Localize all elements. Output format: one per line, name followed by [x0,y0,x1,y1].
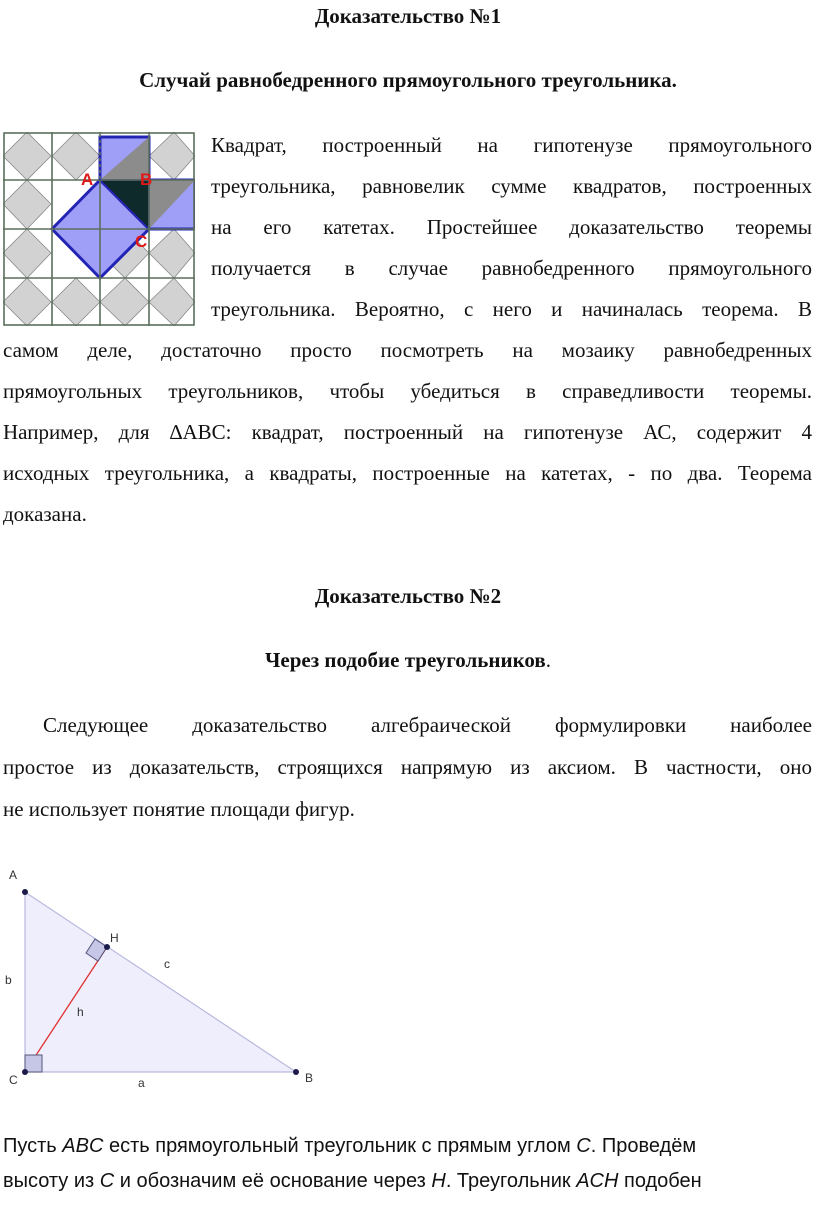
proof1-subtitle: Случай равнобедренного прямоугольного треугольника. [139,68,677,92]
proof2-line-2: простое из доказательств, строящихся напрямую из аксиом. В частности, оно [3,755,812,779]
right-triangle-altitude-figure [0,860,340,1100]
proof1-line-3: на его катетах. Простейшее доказательство теоремы [211,215,812,239]
proof1-line-7: прямоугольных треугольников, чтобы убедиться в справедливости теоремы. [3,379,812,403]
label-H: H [110,931,119,945]
proof1-line-8: Например, для ∆ABC: квадрат, построенный на гипотенузе АС, содержит 4 [3,420,812,444]
proof1-line-5: треугольника. Вероятно, с него и начиналась теорема. В [211,297,812,321]
label-c-hyp: c [164,957,170,971]
label-b-leg: b [5,973,12,987]
label-C: C [9,1073,18,1087]
label-h-altitude: h [77,1005,84,1019]
bottom-line-2: высоту из C и обозначим её основание через H. Треугольник ACH подобен [3,1170,702,1192]
label-c: C [135,232,148,251]
point-c [22,1069,28,1075]
proof1-line-6: самом деле, достаточно просто посмотреть на мозаику равнобедренных [3,338,812,362]
proof2-line-3: не использует понятие площади фигур. [3,797,355,821]
bottom-line-1: Пусть ABC есть прямоугольный треугольник с прямым углом C. Проведём [3,1135,697,1157]
proof1-line-2: треугольника, равновелик сумме квадратов, построенных [211,174,812,198]
proof1-title: Доказательство №1 [314,4,502,28]
label-A: A [9,868,18,882]
proof2-title: Доказательство №2 [314,584,502,608]
right-angle-c-mark [25,1055,42,1072]
proof2-line-1: Следующее доказательство алгебраической формулировки наиболее [43,713,812,737]
label-b: B [140,170,153,189]
label-B: B [305,1071,314,1085]
proof1-line-9: исходных треугольника, а квадраты, построенные на катетах, - по два. Теорема [3,461,812,485]
proof1-line-10: доказана. [3,502,87,526]
triangle-acb [25,892,296,1072]
point-a [22,889,28,895]
proof2-subtitle: Через подобие треугольников. [265,648,551,672]
label-a: A [81,170,94,189]
isosceles-mosaic-figure [3,132,195,326]
proof1-line-4: получается в случае равнобедренного прямоугольного [211,256,812,280]
label-a-leg: a [138,1076,145,1090]
proof1-line-1: Квадрат, построенный на гипотенузе прямоугольного [211,133,812,157]
point-b [293,1069,299,1075]
